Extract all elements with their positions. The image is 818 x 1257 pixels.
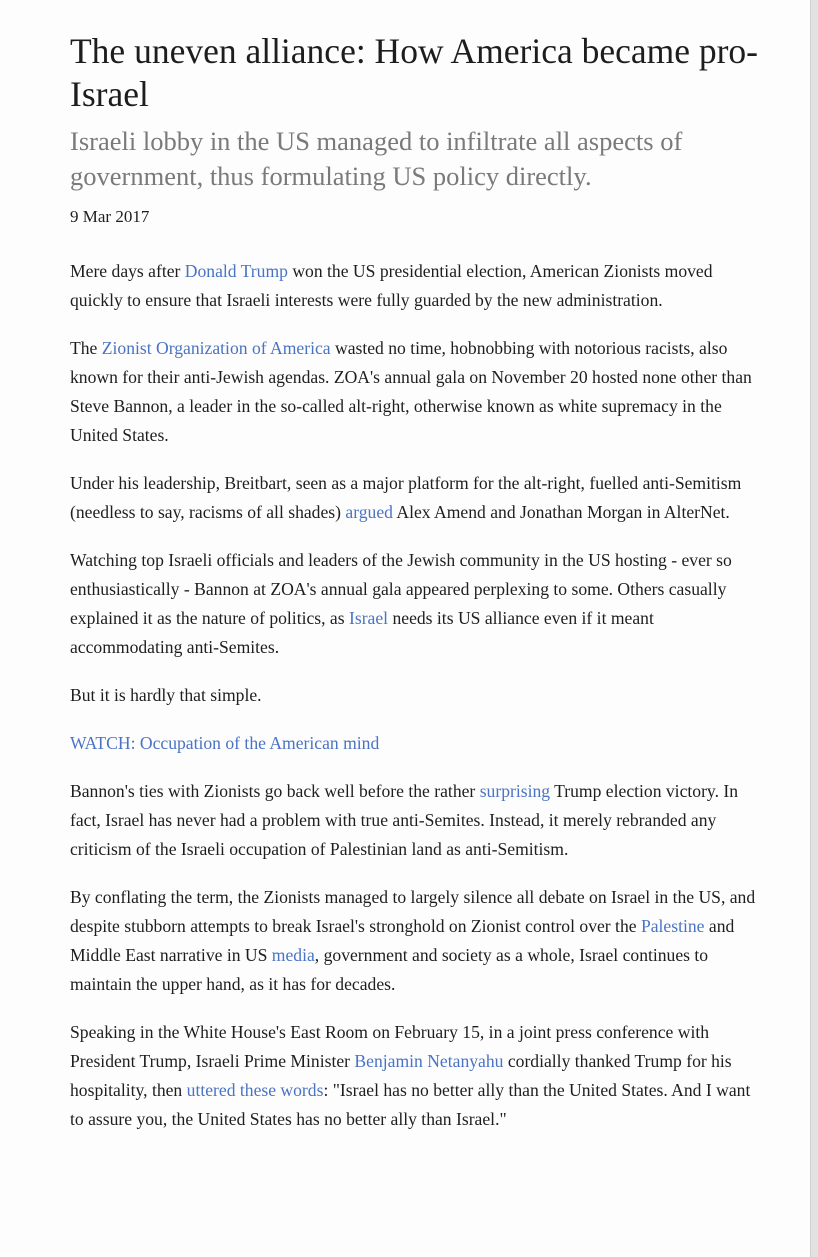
paragraph-text: By conflating the term, the Zionists managed to largely silence all debate on Israel in the US, and despite stubborn attempts to break Israel's stronghold on Zionist control over the	[70, 887, 756, 936]
window-right-edge	[810, 0, 818, 1257]
paragraph-5	[70, 681, 760, 710]
paragraph-text: Watching top Israeli officials and leaders of the Jewish community in the US hosting - ever so enthusiastically - Bannon at ZOA's annual gala appeared perplexing to some. Others casually explained it as the nature of politics, as	[70, 550, 732, 628]
paragraph-text: But it is hardly that simple.	[70, 685, 262, 705]
paragraph-text: , government and society as a whole, Israel continues to maintain the upper hand, as it has for decades.	[70, 945, 709, 994]
paragraph-text: Alex Amend and Jonathan Morgan in AlterNet.	[392, 502, 730, 522]
article	[70, 30, 760, 1153]
paragraph-text: Speaking in the White House's East Room on February 15, in a joint press conference with President Trump, Israeli Prime Minister	[70, 1022, 710, 1071]
paragraph-text: Mere days after	[70, 261, 185, 281]
link-benjamin-netanyahu[interactable]: Benjamin Netanyahu	[354, 1051, 504, 1071]
paragraph-1	[70, 257, 760, 315]
paragraph-text: needs its US alliance even if it meant accommodating anti-Semites.	[70, 608, 654, 657]
paragraph-8	[70, 883, 760, 999]
link-argued[interactable]: argued	[345, 502, 393, 522]
link-uttered-these-words[interactable]: uttered these words	[186, 1080, 324, 1100]
paragraph-text: wasted no time, hobnobbing with notorious racists, also known for their anti-Jewish agendas. ZOA's annual gala on November 20 hosted none other than Steve Bannon, a leader in the so-called alt-right, otherwise known as white supremacy in the United States.	[70, 338, 752, 445]
paragraph-text: Under his leadership, Breitbart, seen as a major platform for the alt-right, fuelled anti-Semitism (needless to say, racisms of all shades)	[70, 473, 742, 522]
link-palestine[interactable]: Palestine	[640, 916, 705, 936]
paragraph-2	[70, 334, 760, 450]
article-title: The uneven alliance: How America became pro-Israel	[70, 31, 758, 114]
link-watch-occupation-video[interactable]: WATCH: Occupation of the American mind	[70, 733, 380, 753]
paragraph-text: won the US presidential election, American Zionists moved quickly to ensure that Israeli interests were fully guarded by the new administration.	[70, 261, 713, 310]
paragraph-4	[70, 546, 760, 662]
link-media[interactable]: media	[271, 945, 315, 965]
article-body	[70, 257, 760, 1134]
article-date: 9 Mar 2017	[70, 207, 150, 226]
paragraph-3	[70, 469, 760, 527]
paragraph-text: and Middle East narrative in US	[70, 916, 735, 965]
link-israel[interactable]: Israel	[348, 608, 389, 628]
link-donald-trump[interactable]: Donald Trump	[184, 261, 288, 281]
paragraph-7	[70, 777, 760, 864]
paragraph-text: The	[70, 338, 102, 358]
link-zionist-organization-of-america[interactable]: Zionist Organization of America	[101, 338, 331, 358]
article-subtitle: Israeli lobby in the US managed to infiltrate all aspects of government, thus formulating US policy directly.	[70, 126, 683, 191]
link-surprising[interactable]: surprising	[479, 781, 551, 801]
paragraph-6	[70, 729, 760, 758]
paragraph-text: : "Israel has no better ally than the United States. And I want to assure you, the United States has no better ally than Israel."	[70, 1080, 751, 1129]
paragraph-text: Bannon's ties with Zionists go back well before the rather	[70, 781, 480, 801]
paragraph-text: Trump election victory. In fact, Israel has never had a problem with true anti-Semites. Instead, it merely rebranded any criticism of the Israeli occupation of Palestinian land as anti-Semitism.	[70, 781, 739, 859]
paragraph-text: cordially thanked Trump for his hospitality, then	[70, 1051, 732, 1100]
paragraph-9	[70, 1018, 760, 1134]
